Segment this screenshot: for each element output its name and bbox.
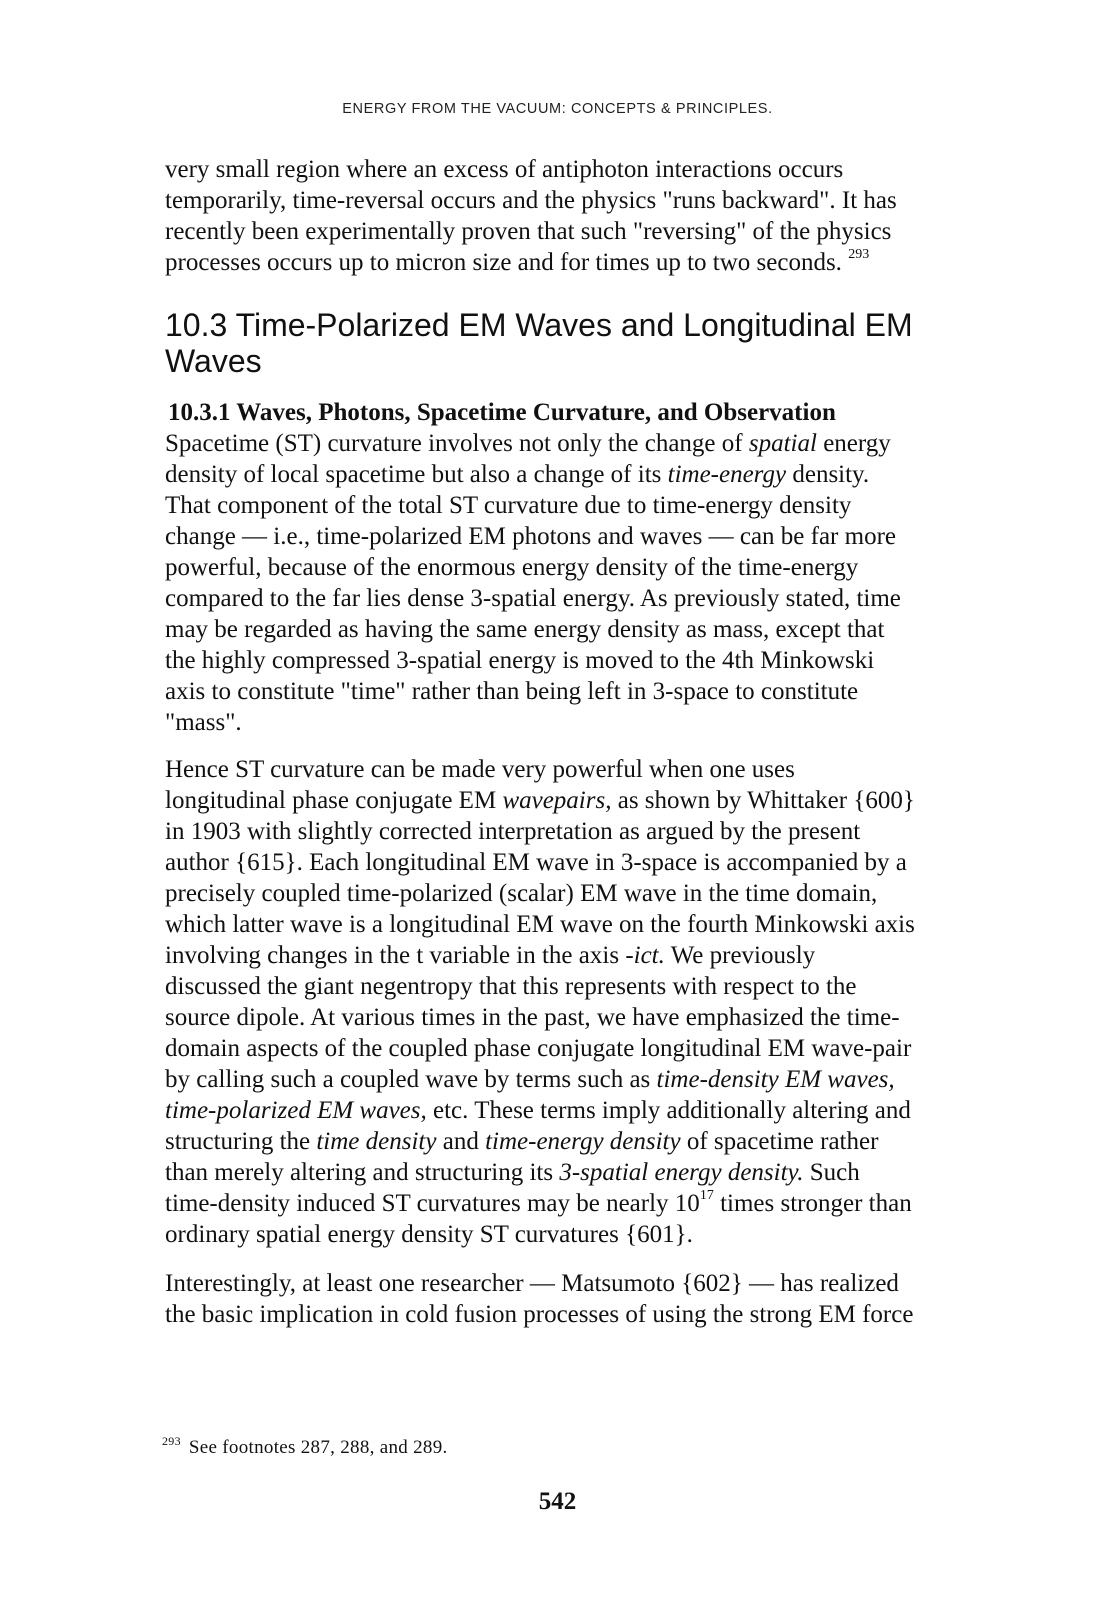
footnote bbox=[162, 1436, 448, 1460]
emphasis: time-energy density bbox=[485, 1128, 681, 1155]
text-run: density of local spacetime but also a change of its bbox=[165, 461, 668, 488]
text-line bbox=[165, 940, 1000, 971]
exponent: 17 bbox=[699, 1188, 714, 1203]
text-line: author {615}. Each longitudinal EM wave in 3-space is accompanied by a bbox=[165, 849, 907, 876]
emphasis: time-polarized EM waves, bbox=[165, 1097, 427, 1124]
text-line: very small region where an excess of antiphoton interactions occurs bbox=[165, 156, 844, 183]
text-line: That component of the total ST curvature due to time-energy density bbox=[165, 492, 852, 519]
text-run: structuring the bbox=[165, 1128, 317, 1155]
text-run: of spacetime rather bbox=[680, 1128, 879, 1155]
emphasis: time-energy bbox=[667, 461, 787, 488]
text-line: Interestingly, at least one researcher — Matsumoto {602} — has realized bbox=[165, 1270, 899, 1297]
text-line: may be regarded as having the same energy density as mass, except that bbox=[165, 616, 885, 643]
text-line bbox=[165, 428, 1000, 459]
paragraph-1 bbox=[165, 154, 1000, 278]
text-run: involving changes in the t variable in the axis bbox=[165, 942, 626, 969]
text-run: density. bbox=[786, 461, 870, 488]
text-line bbox=[165, 1188, 1000, 1219]
emphasis: wavepairs, bbox=[502, 787, 612, 814]
text-line: the basic implication in cold fusion processes of using the strong EM force bbox=[165, 1301, 914, 1328]
text-line: discussed the giant negentropy that this represents with respect to the bbox=[165, 973, 857, 1000]
text-run: We previously bbox=[664, 942, 816, 969]
emphasis: 3-spatial energy density. bbox=[559, 1159, 804, 1186]
text-line: Hence ST curvature can be made very powerful when one uses bbox=[165, 756, 795, 783]
emphasis: -ict. bbox=[625, 942, 665, 969]
text-line: axis to constitute "time" rather than being left in 3-space to constitute bbox=[165, 678, 859, 705]
text-run: and bbox=[436, 1128, 486, 1155]
page-number: 542 bbox=[538, 1488, 577, 1515]
text-run: as shown by Whittaker {600} bbox=[611, 787, 915, 814]
text-run: time-density induced ST curvatures may be nearly 10 bbox=[165, 1190, 700, 1217]
text-line bbox=[165, 1157, 1000, 1188]
paragraph-2 bbox=[165, 428, 1000, 738]
text-run: Spacetime (ST) curvature involves not only the change of bbox=[165, 430, 749, 457]
text-line bbox=[165, 459, 1000, 490]
text-line: source dipole. At various times in the past, we have emphasized the time- bbox=[165, 1004, 900, 1031]
text-run: energy bbox=[816, 430, 891, 457]
text-line bbox=[165, 1064, 1000, 1095]
emphasis: time-density EM waves, bbox=[656, 1066, 895, 1093]
text-line: ordinary spatial energy density ST curvatures {601}. bbox=[165, 1221, 693, 1248]
text-run: Such bbox=[803, 1159, 860, 1186]
footnote-reference: 293 bbox=[848, 247, 870, 262]
paragraph-4 bbox=[165, 1268, 1000, 1330]
text-line: recently been experimentally proven that such "reversing" of the physics bbox=[165, 218, 892, 245]
emphasis: time density bbox=[316, 1128, 437, 1155]
text-line: compared to the far lies dense 3-spatial energy. As previously stated, time bbox=[165, 585, 901, 612]
subsection-title: 10.3.1 Waves, Photons, Spacetime Curvature, and Observation bbox=[168, 399, 836, 426]
text-run: by calling such a coupled wave by terms such as bbox=[165, 1066, 657, 1093]
text-line bbox=[165, 247, 1000, 278]
text-run: longitudinal phase conjugate EM bbox=[165, 787, 503, 814]
text-line: powerful, because of the enormous energy density of the time-energy bbox=[165, 554, 859, 581]
text-line bbox=[165, 785, 1000, 816]
text-line bbox=[165, 1095, 1000, 1126]
text-line-content: processes occurs up to micron size and for times up to two seconds. bbox=[165, 249, 842, 276]
text-line: "mass". bbox=[165, 709, 242, 736]
text-line: temporarily, time-reversal occurs and the physics "runs backward". It has bbox=[165, 187, 897, 214]
emphasis: spatial bbox=[748, 430, 817, 457]
running-header: ENERGY FROM THE VACUUM: CONCEPTS & PRINCIPLES. bbox=[342, 101, 773, 117]
text-run: than merely altering and structuring its bbox=[165, 1159, 560, 1186]
text-line: the highly compressed 3-spatial energy is moved to the 4th Minkowski bbox=[165, 647, 875, 674]
footnote-text: See footnotes 287, 288, and 289. bbox=[188, 1437, 448, 1458]
text-line: change — i.e., time-polarized EM photons and waves — can be far more bbox=[165, 523, 896, 550]
text-run: times stronger than bbox=[713, 1190, 912, 1217]
text-line: domain aspects of the coupled phase conjugate longitudinal EM wave-pair bbox=[165, 1035, 912, 1062]
text-run: etc. These terms imply additionally altering and bbox=[426, 1097, 911, 1124]
text-line bbox=[165, 1126, 1000, 1157]
paragraph-3 bbox=[165, 754, 1000, 1250]
section-title: 10.3 Time-Polarized EM Waves and Longitudinal EM Waves bbox=[165, 307, 913, 379]
text-line: in 1903 with slightly corrected interpretation as argued by the present bbox=[165, 818, 861, 845]
text-line: precisely coupled time-polarized (scalar) EM wave in the time domain, bbox=[165, 880, 878, 907]
text-line: which latter wave is a longitudinal EM wave on the fourth Minkowski axis bbox=[165, 911, 915, 938]
footnote-number: 293 bbox=[162, 1434, 181, 1448]
